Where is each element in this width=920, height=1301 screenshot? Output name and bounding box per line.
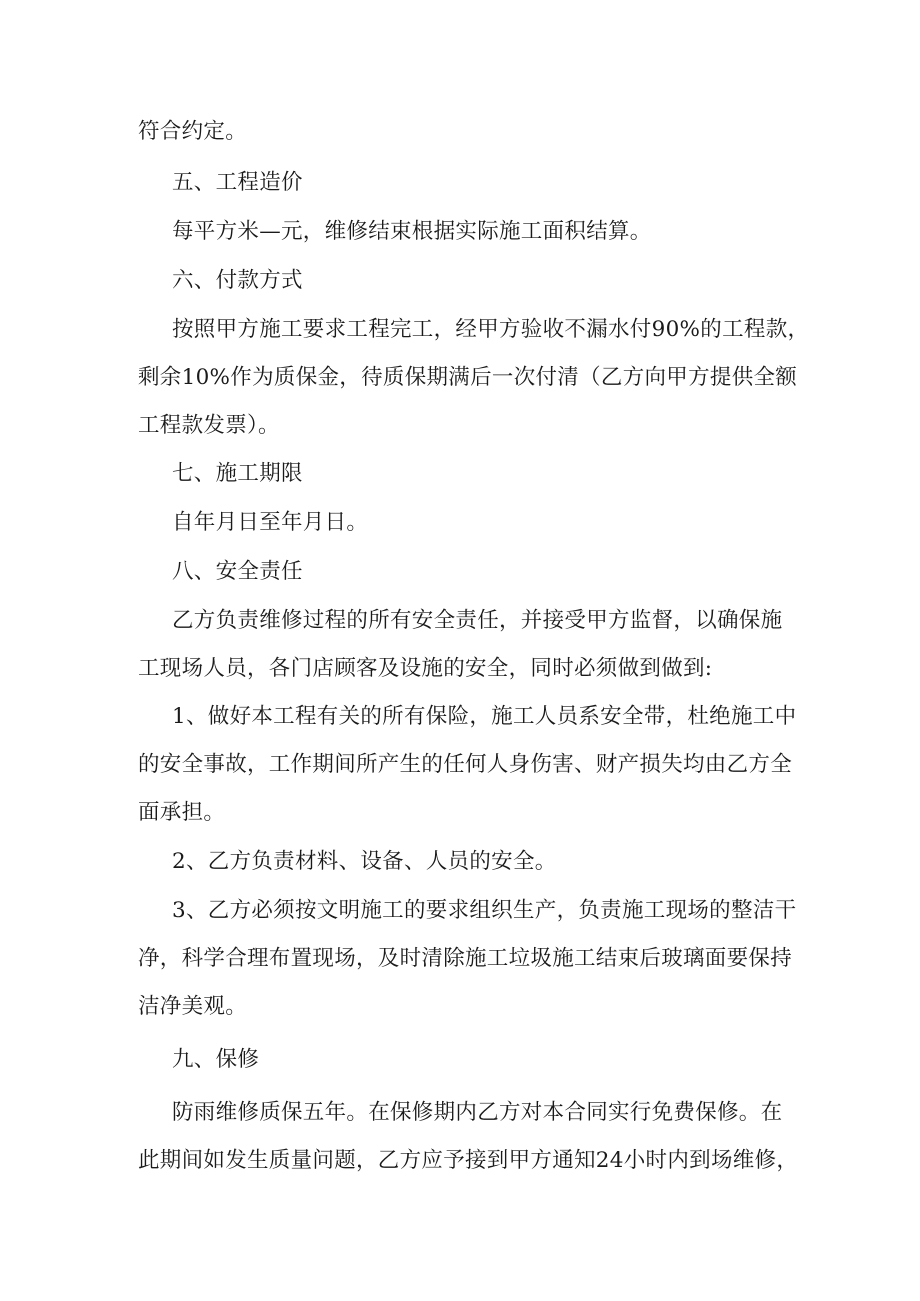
- list-item-1: 1、做好本工程有关的所有保险，施工人员系安全带，杜绝施工中: [172, 704, 797, 729]
- paragraph-line: 工现场人员，各门店顾客及设施的安全，同时必须做到做到:: [138, 656, 713, 681]
- list-item-3: 3、乙方必须按文明施工的要求组织生产，负责施工现场的整洁干: [172, 898, 797, 923]
- section-heading-safety: 八、安全责任: [172, 559, 303, 584]
- paragraph-line: 每平方米—元，维修结束根据实际施工面积结算。: [172, 219, 652, 244]
- paragraph-line: 此期间如发生质量问题，乙方应予接到甲方通知24小时内到场维修，: [138, 1148, 799, 1173]
- section-heading-payment: 六、付款方式: [172, 268, 303, 293]
- paragraph-line: 工程款发票）。: [138, 413, 280, 438]
- section-heading-warranty: 九、保修: [172, 1047, 260, 1072]
- paragraph-line: 符合约定。: [138, 119, 248, 144]
- paragraph-line: 防雨维修质保五年。在保修期内乙方对本合同实行免费保修。在: [172, 1100, 783, 1125]
- paragraph-line: 剩余10%作为质保金，待质保期满后一次付清（乙方向甲方提供全额: [138, 365, 798, 390]
- list-item-2: 2、乙方负责材料、设备、人员的安全。: [172, 849, 557, 874]
- paragraph-line: 按照甲方施工要求工程完工，经甲方验收不漏水付90%的工程款，: [172, 317, 810, 342]
- paragraph-line: 乙方负责维修过程的所有安全责任，并接受甲方监督，以确保施: [172, 608, 783, 633]
- paragraph-line: 自年月日至年月日。: [172, 510, 369, 535]
- paragraph-line: 面承担。: [138, 800, 226, 825]
- section-heading-duration: 七、施工期限: [172, 461, 303, 486]
- paragraph-line: 的安全事故，工作期间所产生的任何人身伤害、财产损失均由乙方全: [138, 752, 793, 777]
- paragraph-line: 净，科学合理布置现场，及时清除施工垃圾施工结束后玻璃面要保持: [138, 946, 793, 971]
- section-heading-cost: 五、工程造价: [172, 170, 303, 195]
- paragraph-line: 洁净美观。: [138, 994, 248, 1019]
